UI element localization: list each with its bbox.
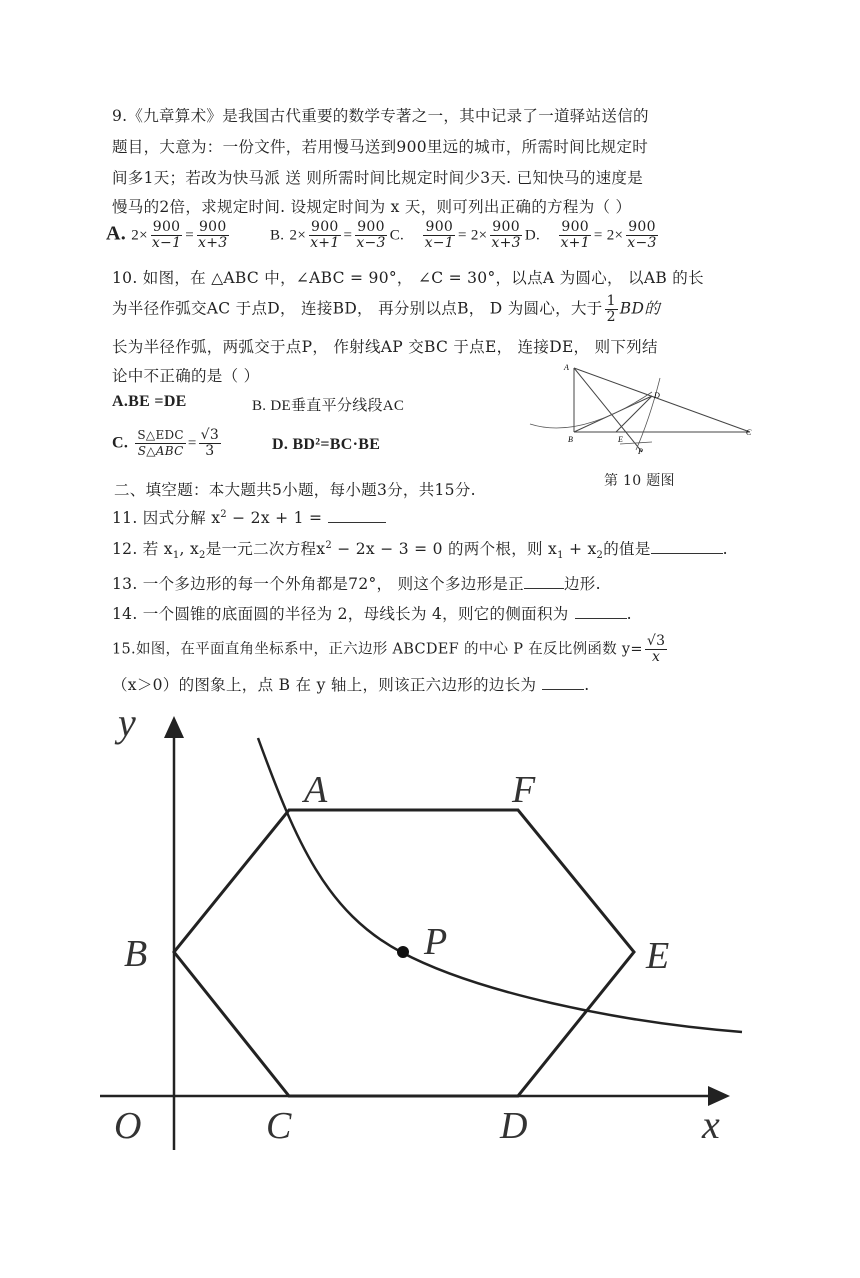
q9-line3: 间多1天；若改为快马派 送 则所需时间比规定时间少3天. 已知快马的速度是 [112,169,644,187]
q9-c-frac2: $\frac{900}{x+3}$ [491,219,521,251]
q10-line2: 为半径作弧交AC 于点D， 连接BD， 再分别以点B， D 为圆心，大于 $\frac{1}{2}$ BD的 [112,293,660,325]
label-p: P [424,921,448,963]
fig10-label-p: P [638,447,643,456]
q10-line3: 长为半径作弧，两弧交于点P， 作射线AP 交BC 于点E， 连接DE， 则下列结 [112,338,658,356]
hyperbola-curve [258,738,742,1032]
q9-d-frac2: $\frac{900}{x-3}$ [627,219,657,251]
q10-option-d: D. BD²=BC·BE [272,436,381,453]
q10-line1: 10. 如图，在 △ABC 中，∠ABC = 90°， ∠C = 30°，以点A 为圆心， 以AB 的长 [112,269,704,287]
q15-graph [96,702,756,1162]
q10-caption: 第 10 题图 [604,473,675,489]
q14: 14. 一个圆锥的底面圆的半径为 2，母线长为 4，则它的侧面积为 . [112,605,632,623]
fig10-label-d: D [654,391,660,400]
q9-option-c-label: C. [389,227,405,244]
q10-half: $\frac{1}{2}$ [606,293,616,325]
q10-figure [520,358,760,468]
label-o: O [114,1105,142,1147]
label-x: x [702,1102,720,1147]
q10-option-a: A.BE =DE [112,393,187,410]
label-y: y [118,702,136,745]
q11: 11. 因式分解 $x^2 - 2x + 1$ = [112,506,386,528]
q15-line2: （x＞0）的图象上，点 B 在 y 轴上，则该正六边形的边长为 . [112,676,590,694]
fig10-label-b: B [568,435,573,444]
center-point-p [397,946,409,958]
q9-d-frac1: $\frac{900}{x+1}$ [560,219,590,251]
q10-option-c: C. $\frac{\text{S△EDC}}{\text{S△ABC}}$ = $\frac{√3}{3}$ [112,427,220,459]
fig10-label-c: C [746,428,752,437]
q12: 12. 若 $x_1$, $x_2$是一元二次方程$x^2 - 2x - 3 = 0$ 的两个根，则 $x_1 + x_2$的值是 . [112,539,728,562]
label-f: F [512,769,536,811]
label-a: A [304,769,328,811]
q9-option-b-label: B. [269,227,285,244]
q9-option-a-label: A. [106,222,127,245]
q9-b-frac2: $\frac{900}{x-3}$ [356,219,386,251]
label-e: E [646,935,670,977]
q15-line1: 15.如图，在平面直角坐标系中，正六边形 ABCDEF 的中心 P 在反比例函数 y= $\frac{√3}{x}$ [112,633,666,665]
q9-options: A. 2× $\frac{900}{x-1}$ = $\frac{900}{x+3}$ B. 2× $\frac{900}{x+1}$ = $\frac{900}{x-3}$ C. $\frac{900}{x-1}$ = 2× $\frac{900}{x+3}$ D. $\frac{900}{x+1}$ = 2× $\frac{900}{x-3}$ [106,219,657,251]
q9-a-frac1: $\frac{900}{x-1}$ [151,219,182,251]
q13: 13. 一个多边形的每一个外角都是72°， 则这个多边形是正 边形. [112,575,601,593]
q9-line2: 题目，大意为：一份文件，若用慢马送到900里远的城市，所需时间比规定时 [112,138,649,156]
q9-option-d-label: D. [524,227,541,244]
label-b: B [124,933,148,975]
label-d: D [500,1105,528,1147]
q9-c-frac1: $\frac{900}{x-1}$ [424,219,455,251]
q9-line4: 慢马的2倍，求规定时间. 设规定时间为 x 天，则可列出正确的方程为（ ） [112,198,632,216]
q9-line1: 9.《九章算术》是我国古代重要的数学专著之一，其中记录了一道驿站送信的 [112,107,649,125]
section2-heading: 二、填空题：本大题共5小题，每小题3分，共15分. [114,481,476,499]
fig10-label-e: E [618,435,623,444]
q9-a-frac2: $\frac{900}{x+3}$ [198,219,228,251]
fig10-label-a: A [564,363,569,372]
q10-option-b: B. DE垂直平分线段AC [252,398,405,414]
q10-line4: 论中不正确的是（ ） [112,367,260,385]
y-axis-arrow [164,716,184,738]
label-c: C [266,1105,292,1147]
q9-b-frac1: $\frac{900}{x+1}$ [310,219,340,251]
